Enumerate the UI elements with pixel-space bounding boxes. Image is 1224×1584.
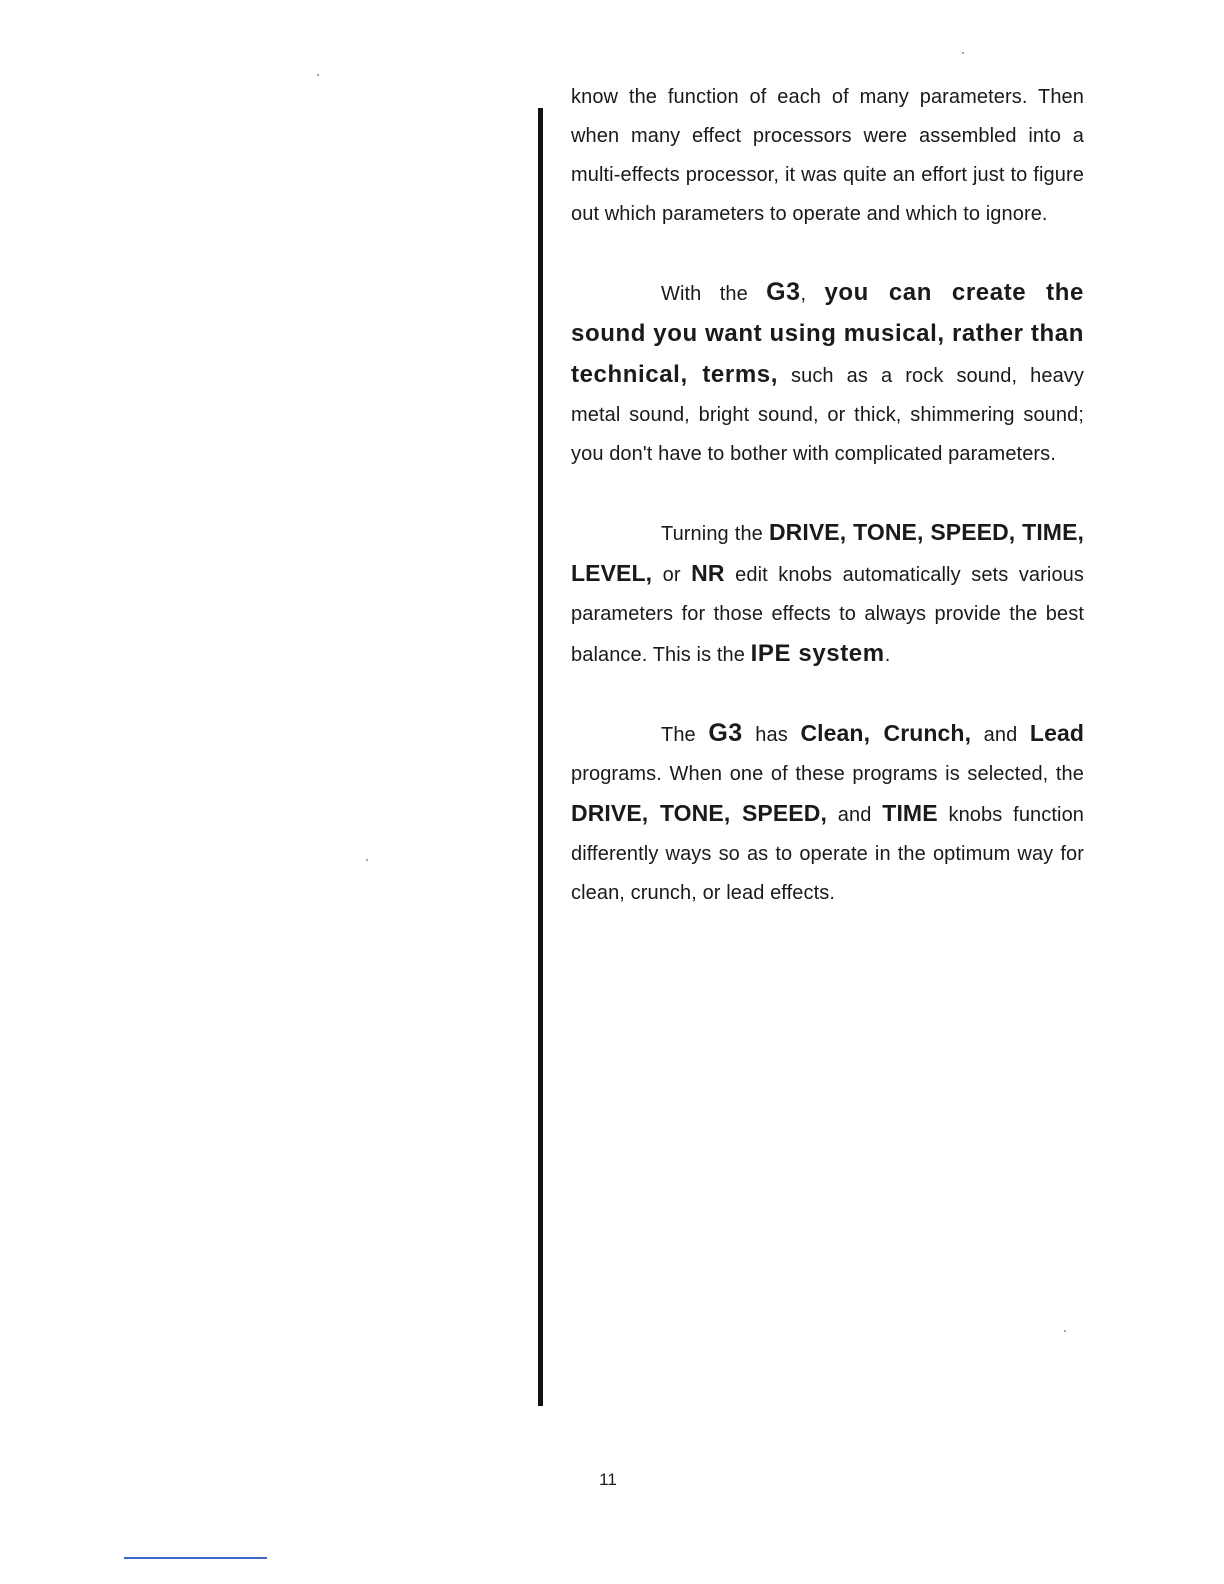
paragraph-edit-knobs [571, 513, 1084, 675]
bottom-link-underline [124, 1557, 267, 1559]
emphasis-bold: Lead [1029, 720, 1085, 746]
page-number: 11 [599, 1470, 617, 1489]
margin-rule [538, 108, 543, 1406]
emphasis-g3: G3 [766, 278, 801, 306]
emphasis-bold: DRIVE, TONE, SPEED, TIME, LEVEL, [571, 519, 1084, 586]
paragraph-programs [571, 714, 1084, 913]
text-run: . [884, 644, 891, 666]
text-run: such as a rock sound, heavy metal sound, bright sound, or thick, shimmering sound; you don't have to bother with complicated parameters. [571, 365, 1084, 465]
emphasis-bold: NR [691, 560, 725, 586]
text-run: The [661, 724, 709, 746]
text-column [571, 78, 1084, 913]
scan-speck [962, 52, 964, 54]
text-run: and [971, 724, 1030, 746]
text-run: knobs function differently ways so as to operate in the optimum way for clean, crunch, or lead effects. [571, 804, 1085, 904]
text-run: programs. When one of these programs is selected, the [571, 763, 1084, 785]
emphasis-bold: Clean, Crunch, [800, 720, 972, 746]
emphasis-bold: TIME [882, 800, 938, 826]
emphasis-g3: G3 [708, 719, 743, 747]
text-run: , [800, 283, 825, 305]
text-run: Turning the [661, 523, 769, 545]
paragraph-g3-sound [571, 273, 1084, 474]
text-run: and [826, 804, 883, 826]
text-run: edit knobs automatically sets various parameters for those effects to always provide the best balance. This is the [571, 564, 1085, 666]
text-run: or [652, 564, 692, 586]
text-run: has [742, 724, 801, 746]
emphasis-bold: DRIVE, TONE, SPEED, [571, 800, 827, 826]
text-run: know the function of each of many parameters. Then when many effect processors were assembled into a multi-effects processor, it was quite an effort just to figure out which parameters to operate and which to ignore. [571, 86, 1084, 225]
scan-speck [1064, 1330, 1066, 1332]
text-run: With the [661, 283, 767, 305]
paragraph-intro [571, 78, 1084, 234]
emphasis-bold: you can create the sound you want using musical, rather than technical, terms, [571, 279, 1084, 388]
scan-speck [317, 74, 319, 76]
emphasis-bold: IPE system [750, 640, 885, 667]
scan-speck [366, 859, 368, 861]
